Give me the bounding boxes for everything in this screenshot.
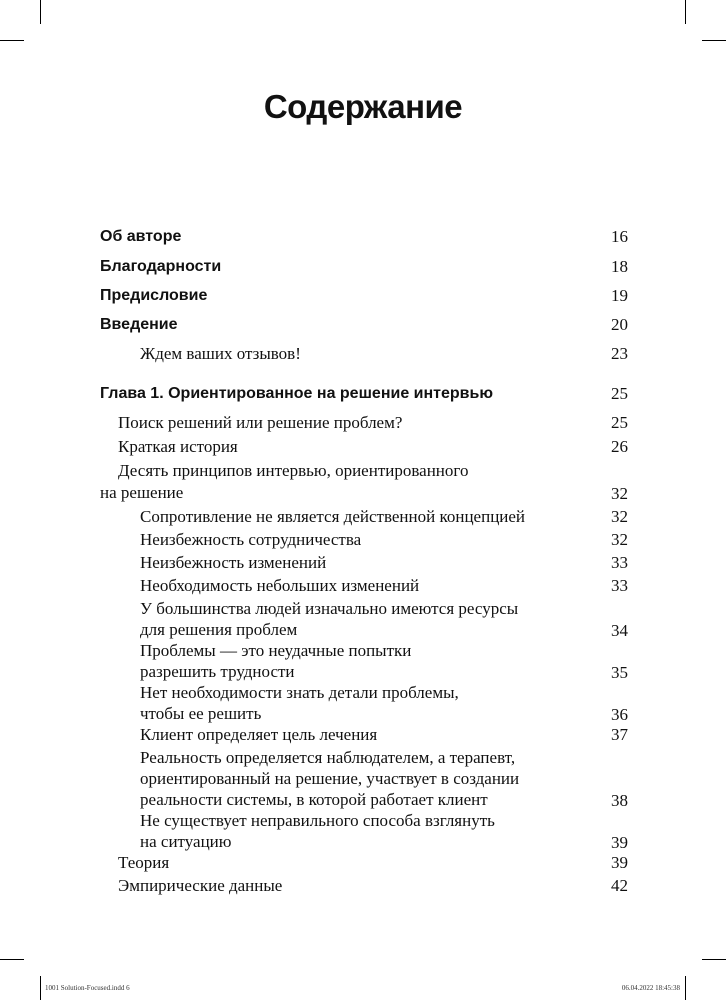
crop-mark-left-bottom <box>0 959 24 960</box>
toc-entry-title-line: на решение <box>100 483 184 502</box>
toc-entry-page: 26 <box>611 437 628 456</box>
crop-mark-top-left <box>40 0 41 24</box>
toc-entry-title-line: разрешить трудности <box>140 662 295 681</box>
toc-entry <box>100 875 628 896</box>
toc-entry-title: Необходимость небольших изменений <box>140 576 420 595</box>
toc-entry <box>100 747 628 811</box>
toc-entry-title-line: для решения проблем <box>140 620 298 639</box>
toc-entry <box>100 285 628 306</box>
toc-entry-title-line: ориентированный на решение, участвует в создании <box>140 769 520 788</box>
toc-entry-page: 38 <box>611 791 628 810</box>
toc-entry-page: 42 <box>611 876 628 895</box>
toc-entry <box>100 314 628 335</box>
toc-entry <box>100 598 628 641</box>
toc-entry <box>100 436 628 457</box>
toc-entry-page: 32 <box>611 484 628 503</box>
toc-entry-page: 25 <box>611 384 628 403</box>
toc-entry-title-line: чтобы ее решить <box>140 704 262 723</box>
toc-entry-title: Сопротивление не является действенной концепцией <box>140 507 526 526</box>
toc-entry-title: Краткая история <box>118 437 238 456</box>
toc-entry-title: Предисловие <box>100 287 208 304</box>
toc-entry-title: Эмпирические данные <box>118 876 283 895</box>
toc-entry-page: 16 <box>611 227 628 246</box>
toc-entry-page: 39 <box>611 853 628 872</box>
toc-entry-title: Неизбежность сотрудничества <box>140 530 362 549</box>
toc-entry-title: Ждем ваших отзывов! <box>140 344 301 363</box>
crop-mark-right-top <box>702 40 726 41</box>
toc-entry <box>100 724 628 745</box>
toc-entry-page: 35 <box>611 663 628 682</box>
crop-mark-bottom-right <box>685 976 686 1000</box>
toc-entry-page: 36 <box>611 705 628 724</box>
toc-entry <box>100 226 628 247</box>
page-title: Содержание <box>263 88 463 125</box>
toc-entry <box>100 343 628 364</box>
toc-entry <box>100 529 628 550</box>
toc-entry-title: Неизбежность изменений <box>140 553 327 572</box>
toc-entry <box>100 682 628 725</box>
toc-entry-title-line: Десять принципов интервью, ориентированного <box>118 461 469 480</box>
toc-entry-title: Теория <box>118 853 170 872</box>
toc-entry-title-line: реальности системы, в которой работает клиент <box>140 790 488 809</box>
toc-entry <box>100 640 628 683</box>
toc-entry <box>100 575 628 596</box>
toc-entry-page: 32 <box>611 530 628 549</box>
toc-entry-page: 18 <box>611 257 628 276</box>
toc-entry-title: Об авторе <box>100 228 182 245</box>
toc-entry-title-line: на ситуацию <box>140 832 232 851</box>
toc-entry-title-line: Не существует неправильного способа взглянуть <box>140 811 495 830</box>
toc-entry-page: 39 <box>611 833 628 852</box>
toc-entry-page: 33 <box>611 553 628 572</box>
toc-entry <box>100 552 628 573</box>
toc-entry-page: 20 <box>611 315 628 334</box>
toc-entry-title: Введение <box>100 316 178 333</box>
toc-entry <box>100 852 628 873</box>
print-slug-timestamp: 06.04.2022 18:45:38 <box>621 984 680 992</box>
crop-mark-bottom-left <box>40 976 41 1000</box>
toc-entry-title-line: Реальность определяется наблюдателем, а терапевт, <box>140 748 516 767</box>
toc-entry-page: 32 <box>611 507 628 526</box>
toc-entry-page: 37 <box>611 725 628 744</box>
crop-mark-right-bottom <box>702 959 726 960</box>
toc-entry-title: Клиент определяет цель лечения <box>140 725 378 744</box>
toc-entry-title-line: У большинства людей изначально имеются ресурсы <box>140 599 519 618</box>
toc-entry <box>100 460 628 504</box>
crop-mark-left-top <box>0 40 24 41</box>
toc-entry-title: Глава 1. Ориентированное на решение интервью <box>100 385 493 402</box>
toc-entry-title: Благодарности <box>100 258 222 275</box>
toc-entry-page: 34 <box>611 621 628 640</box>
crop-mark-top-right <box>685 0 686 24</box>
toc-entry <box>100 810 628 853</box>
toc-entry <box>100 412 628 433</box>
toc-entry-page: 25 <box>611 413 628 432</box>
toc-entry-page: 33 <box>611 576 628 595</box>
toc-entry-title: Поиск решений или решение проблем? <box>118 413 403 432</box>
toc-entry <box>100 506 628 527</box>
toc-entry-page: 19 <box>611 286 628 305</box>
toc-chapter-entry <box>100 383 628 404</box>
print-slug-filename: 1001 Solution-Focused.indd 6 <box>45 984 130 992</box>
toc-entry-page: 23 <box>611 344 628 363</box>
toc-entry-title-line: Нет необходимости знать детали проблемы, <box>140 683 459 702</box>
toc-entry <box>100 256 628 277</box>
toc-entry-title-line: Проблемы — это неудачные попытки <box>140 641 412 660</box>
